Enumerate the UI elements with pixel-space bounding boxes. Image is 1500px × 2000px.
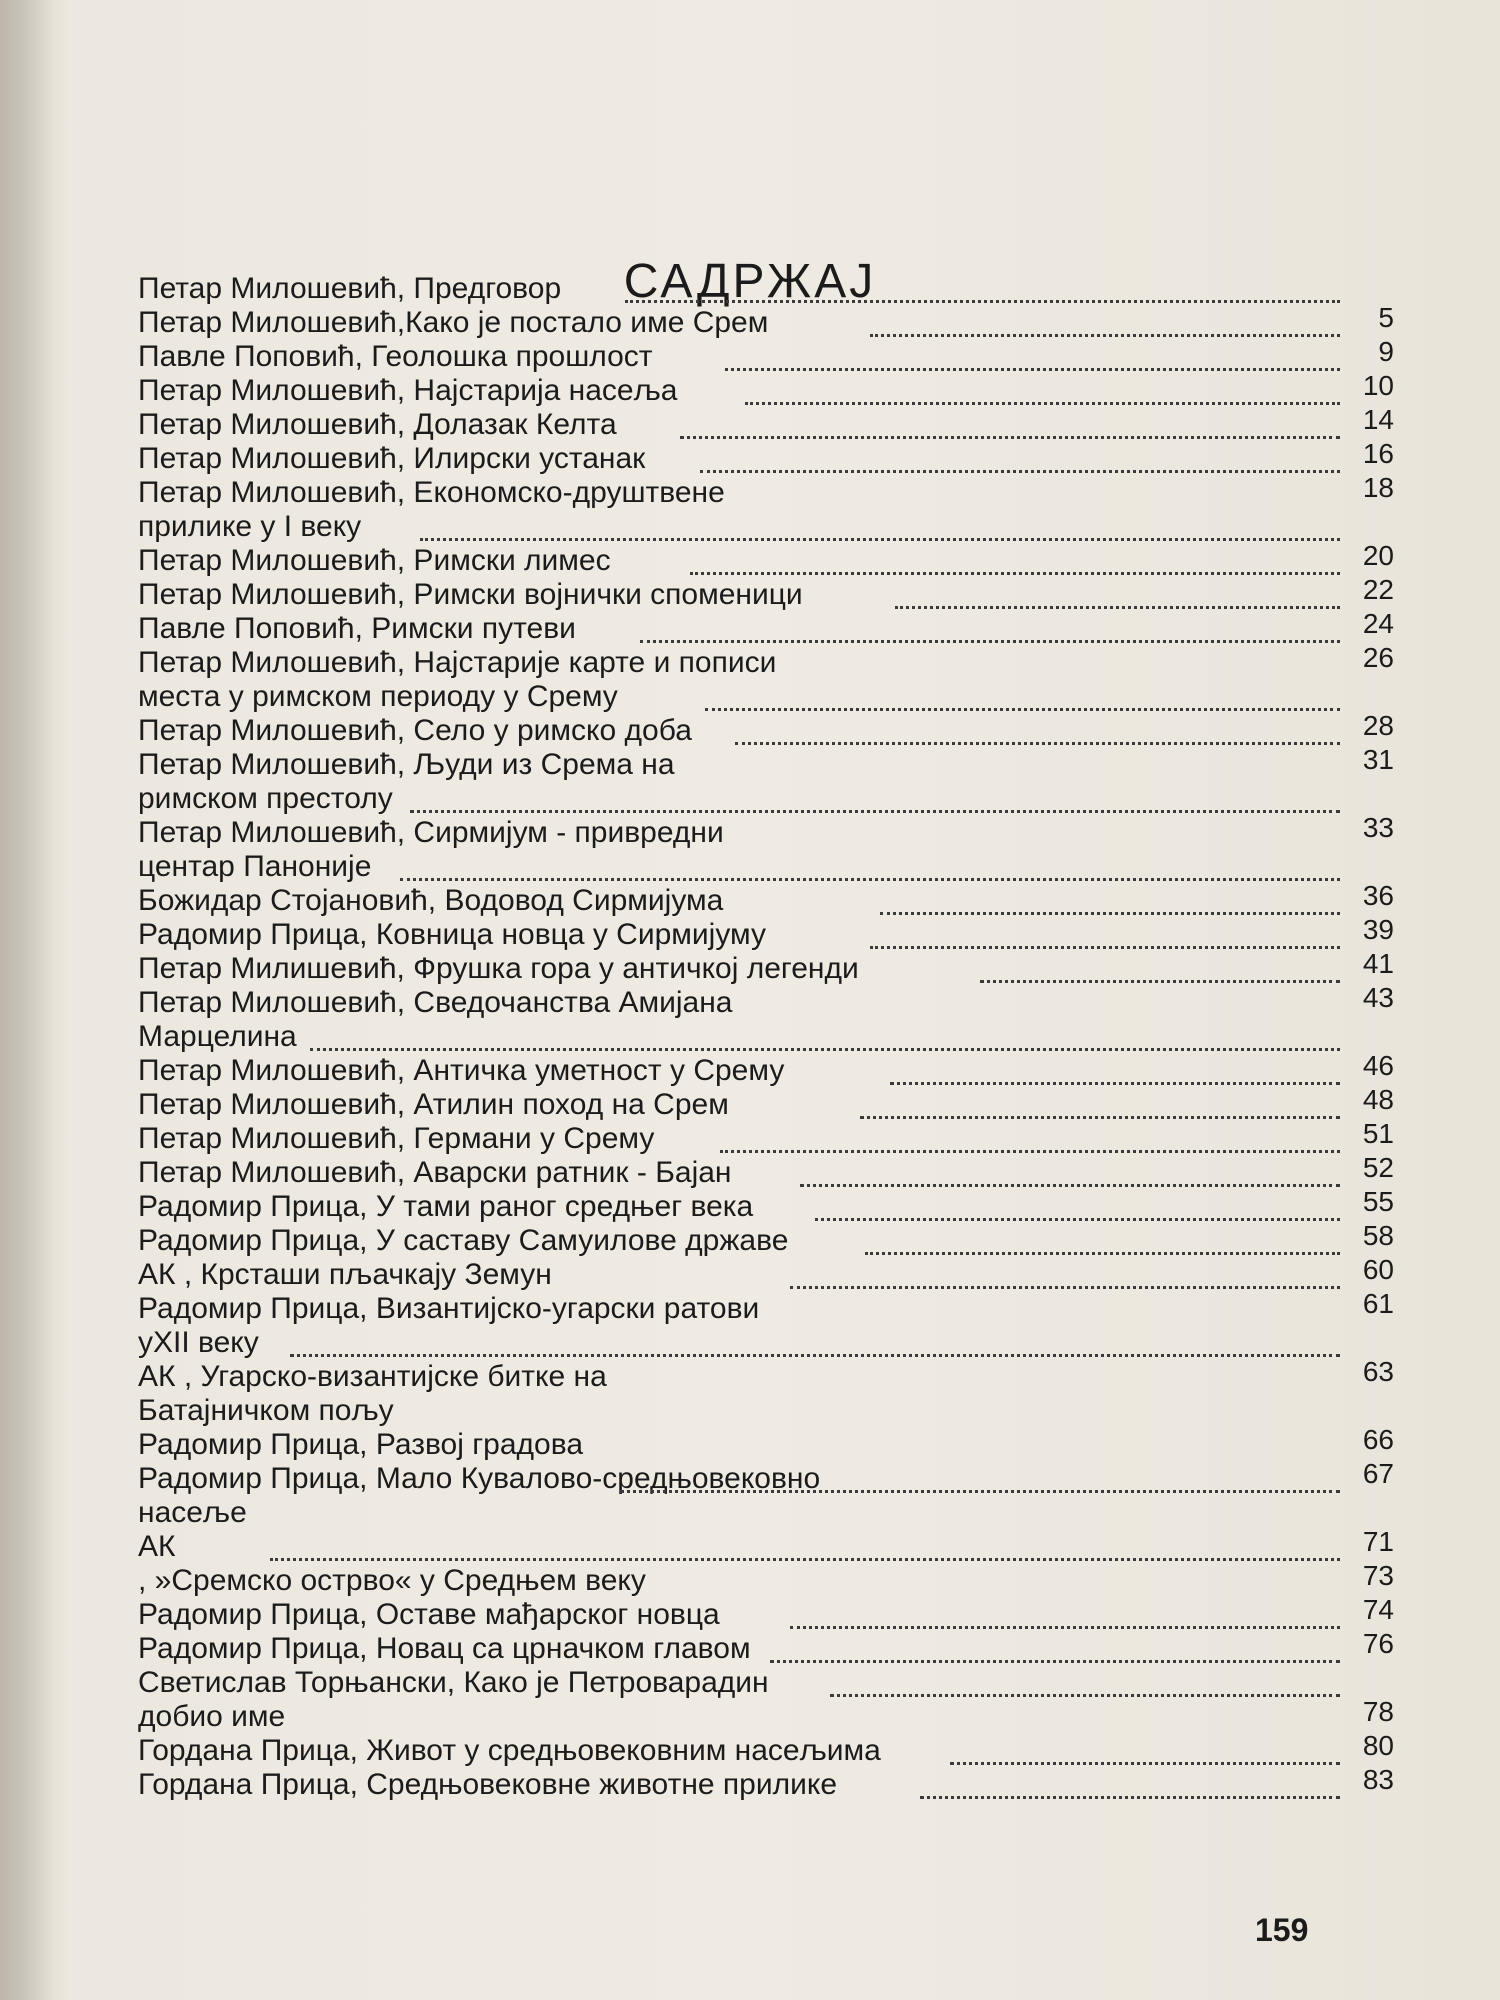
- dot-leader: [690, 572, 1340, 575]
- dot-leader: [310, 1048, 1340, 1051]
- toc-entry-text: Петар Милошевић, Античка уметност у Срему: [138, 1054, 785, 1087]
- dot-leader: [830, 1694, 1340, 1697]
- toc-page-number: 22: [1362, 574, 1394, 605]
- toc-entry-text: АК , Крсташи пљачкају Земун: [138, 1258, 552, 1291]
- toc-entry-text: АК: [138, 1530, 176, 1563]
- dot-leader: [860, 1116, 1340, 1119]
- toc-page-number: 63: [1362, 1356, 1394, 1387]
- dot-leader: [745, 402, 1340, 405]
- toc-entry-text: насеље: [138, 1496, 247, 1529]
- toc-page-number: 28: [1362, 710, 1394, 741]
- toc-page-number: 60: [1362, 1254, 1394, 1285]
- toc-entry-text: Петар Милошевић, Сведочанства Амијана: [138, 986, 733, 1019]
- toc-entry-text: Гордана Прица, Средњовековне животне прилике: [138, 1768, 838, 1801]
- toc-page-number: 24: [1362, 608, 1394, 639]
- toc-entry-text: Радомир Прица, У саставу Самуилове државе: [138, 1224, 789, 1257]
- toc-entry-text: Радомир Прица, Ковница новца у Сирмијуму: [138, 918, 766, 951]
- toc-entry-text: Петар Милошевић, Предговор: [138, 272, 562, 305]
- dot-leader: [410, 810, 1340, 813]
- toc-entry-text: прилике у I веку: [138, 510, 362, 543]
- toc-page-number: 20: [1362, 540, 1394, 571]
- dot-leader: [620, 1490, 1340, 1493]
- toc-page-number: 9: [1378, 336, 1394, 367]
- dot-leader: [895, 606, 1340, 609]
- toc-page-number: 52: [1362, 1152, 1394, 1183]
- toc-page-number: 43: [1362, 982, 1394, 1013]
- toc-page-number: 31: [1362, 744, 1394, 775]
- dot-leader: [420, 538, 1340, 541]
- toc-entry-text: , »Сремско острво« у Средњем веку: [138, 1564, 646, 1597]
- dot-leader: [720, 1150, 1340, 1153]
- toc-page-number: 61: [1362, 1288, 1394, 1319]
- toc-page-number: 78: [1362, 1696, 1394, 1727]
- dot-leader: [880, 912, 1340, 915]
- toc-entry-text: Петар Милошевић, Римски лимес: [138, 544, 611, 577]
- toc-entry-text: Радомир Прица, Мало Кувалово-средњовековно: [138, 1462, 821, 1495]
- toc-page-number: 66: [1362, 1424, 1394, 1455]
- page-number: 159: [1255, 1912, 1309, 1948]
- toc-page-number: 74: [1362, 1594, 1394, 1625]
- dot-leader: [920, 1796, 1340, 1799]
- page-title: САДРЖАЈ: [623, 255, 877, 309]
- toc-page-number: 48: [1362, 1084, 1394, 1115]
- toc-page-number: 41: [1362, 948, 1394, 979]
- toc-entry-text: Павле Поповић, Геолошка прошлост: [138, 340, 653, 373]
- dot-leader: [950, 1762, 1340, 1765]
- toc-page-number: 39: [1362, 914, 1394, 945]
- toc-entry-text: Светислав Торњански, Како је Петроварадин: [138, 1666, 769, 1699]
- toc-entry-text: Радомир Прица, Оставе мађарског новца: [138, 1598, 720, 1631]
- toc-page-number: 5: [1378, 302, 1394, 333]
- toc-entry-text: Радомир Прица, Византијско-угарски ратови: [138, 1292, 760, 1325]
- dot-leader: [800, 1184, 1340, 1187]
- toc-page-number: 46: [1362, 1050, 1394, 1081]
- toc-page-number: 10: [1362, 370, 1394, 401]
- dot-leader: [865, 1252, 1340, 1255]
- toc-page-number: 73: [1362, 1560, 1394, 1591]
- toc-page-number: 67: [1362, 1458, 1394, 1489]
- toc-entry-text: Петар Милошевић, Германи у Срему: [138, 1122, 655, 1155]
- toc-entry-text: центар Паноније: [138, 850, 372, 883]
- toc-entry-text: Петар Милошевић, Најстарије карте и пописи: [138, 646, 777, 679]
- dot-leader: [705, 708, 1340, 711]
- toc-entry-text: места у римском периоду у Срему: [138, 680, 618, 713]
- dot-leader: [770, 1660, 1340, 1663]
- toc-entry-text: Петар Милошевић, Атилин поход на Срем: [138, 1088, 729, 1121]
- toc-entry-text: Петар Милошевић, Аварски ратник - Бајан: [138, 1156, 732, 1189]
- toc-entry-text: Петар Милошевић,Како је постало име Срем: [138, 306, 769, 339]
- toc-entry-text: Радомир Прица, Развој градова: [138, 1428, 584, 1461]
- toc-entry-text: Петар Милошевић, Сирмијум - привредни: [138, 816, 724, 849]
- dot-leader: [870, 946, 1340, 949]
- dot-leader: [625, 300, 1340, 303]
- toc-entry-text: Божидар Стојановић, Водовод Сирмијума: [138, 884, 724, 917]
- toc-page-number: 26: [1362, 642, 1394, 673]
- toc-entry-text: Батајничком пољу: [138, 1394, 394, 1427]
- toc-page-number: 16: [1362, 438, 1394, 469]
- dot-leader: [815, 1218, 1340, 1221]
- toc-entry-text: Петар Милошевић, Илирски устанак: [138, 442, 646, 475]
- toc-page-number: 83: [1362, 1764, 1394, 1795]
- toc-entry-text: римском престолу: [138, 782, 393, 815]
- dot-leader: [680, 436, 1340, 439]
- toc-entry-text: Петар Милошевић, Долазак Келта: [138, 408, 617, 441]
- toc-page-number: 55: [1362, 1186, 1394, 1217]
- toc-entry-text: Радомир Прица, У тами раног средњег века: [138, 1190, 754, 1223]
- toc-entry-text: Петар Милошевић, Римски војнички споменици: [138, 578, 803, 611]
- toc-page-number: 51: [1362, 1118, 1394, 1149]
- toc-page-number: 33: [1362, 812, 1394, 843]
- toc-entry-text: Павле Поповић, Римски путеви: [138, 612, 576, 645]
- toc-entry-text: Петар Милошевић, Село у римско доба: [138, 714, 692, 747]
- toc-entry-text: Гордана Прица, Живот у средњовековним насељима: [138, 1734, 881, 1767]
- toc-entry-text: уXII веку: [138, 1326, 259, 1359]
- toc-page-number: 76: [1362, 1628, 1394, 1659]
- toc-entry-text: АК , Угарско-византијске битке на: [138, 1360, 607, 1393]
- toc-entry-text: Петар Милишевић, Фрушка гора у античкој легенди: [138, 952, 859, 985]
- dot-leader: [980, 980, 1340, 983]
- toc-entry-text: Петар Милошевић, Економско-друштвене: [138, 476, 725, 509]
- toc-page-number: 80: [1362, 1730, 1394, 1761]
- dot-leader: [790, 1626, 1340, 1629]
- dot-leader: [735, 742, 1340, 745]
- dot-leader: [400, 878, 1340, 881]
- toc-entry-text: добио име: [138, 1700, 286, 1733]
- dot-leader: [890, 1082, 1340, 1085]
- toc-page-number: 36: [1362, 880, 1394, 911]
- dot-leader: [290, 1354, 1340, 1357]
- dot-leader: [725, 368, 1340, 371]
- toc-page-number: 58: [1362, 1220, 1394, 1251]
- dot-leader: [700, 470, 1340, 473]
- dot-leader: [270, 1558, 1340, 1561]
- toc-page-number: 18: [1362, 472, 1394, 503]
- dot-leader: [790, 1286, 1340, 1289]
- dot-leader: [870, 334, 1340, 337]
- toc-entry-text: Радомир Прица, Новац са црначком главом: [138, 1632, 751, 1665]
- toc-entry-text: Марцелина: [138, 1020, 297, 1053]
- toc-entry-text: Петар Милошевић, Најстарија насеља: [138, 374, 678, 407]
- dot-leader: [640, 640, 1340, 643]
- toc-page-number: 71: [1362, 1526, 1394, 1557]
- toc-page-number: 14: [1362, 404, 1394, 435]
- toc-entry-text: Петар Милошевић, Људи из Срема на: [138, 748, 675, 781]
